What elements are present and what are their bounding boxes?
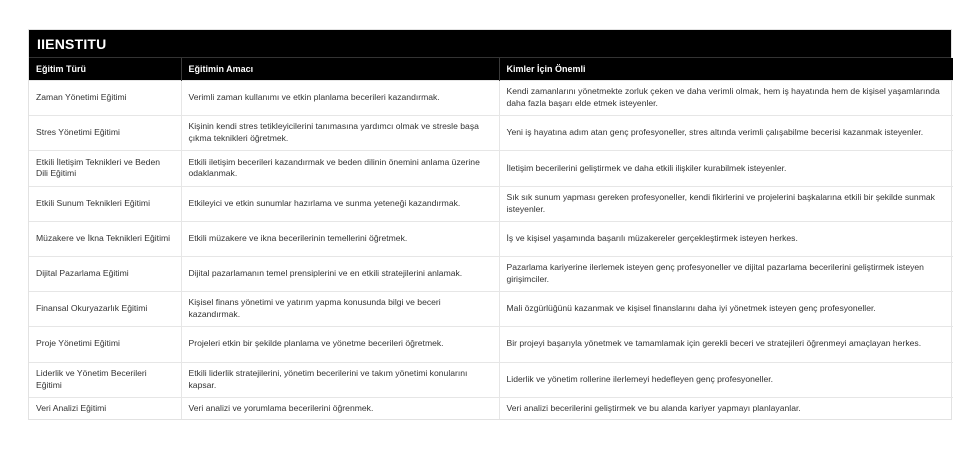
cell-type: Liderlik ve Yönetim Becerileri Eğitimi: [29, 362, 181, 397]
cell-type: Müzakere ve İkna Teknikleri Eğitimi: [29, 221, 181, 256]
cell-audience: Veri analizi becerilerini geliştirmek ve bu alanda kariyer yapmayı planlayanlar.: [499, 397, 953, 419]
table-container: [28, 29, 952, 420]
header-egitimin-amaci: Eğitimin Amacı: [181, 58, 499, 81]
cell-purpose: Etkili iletişim becerileri kazandırmak ve beden dilinin önemini anlama üzerine odaklanmak.: [181, 151, 499, 186]
table-row: [29, 327, 953, 362]
cell-purpose: Etkili liderlik stratejilerini, yönetim becerilerini ve takım yönetimi konularını kapsar.: [181, 362, 499, 397]
cell-audience: Bir projeyi başarıyla yönetmek ve tamamlamak için gerekli beceri ve stratejileri öğrenmeyi amaçlayan herkes.: [499, 327, 953, 362]
cell-audience: Sık sık sunum yapması gereken profesyoneller, kendi fikirlerini ve projelerini başkalarına etkili bir şekilde sunmak isteyenler.: [499, 186, 953, 221]
table-row: [29, 292, 953, 327]
cell-purpose: Veri analizi ve yorumlama becerilerini öğrenmek.: [181, 397, 499, 419]
cell-type: Zaman Yönetimi Eğitimi: [29, 81, 181, 116]
cell-audience: Yeni iş hayatına adım atan genç profesyoneller, stres altında verimli çalışabilme becerisi kazanmak isteyenler.: [499, 116, 953, 151]
table-row: [29, 116, 953, 151]
cell-purpose: Etkileyici ve etkin sunumlar hazırlama ve sunma yeteneği kazandırmak.: [181, 186, 499, 221]
cell-type: Etkili Sunum Teknikleri Eğitimi: [29, 186, 181, 221]
training-table: [29, 58, 953, 419]
cell-type: Veri Analizi Eğitimi: [29, 397, 181, 419]
cell-purpose: Verimli zaman kullanımı ve etkin planlama becerileri kazandırmak.: [181, 81, 499, 116]
cell-audience: İletişim becerilerini geliştirmek ve daha etkili ilişkiler kurabilmek isteyenler.: [499, 151, 953, 186]
table-row: [29, 151, 953, 186]
cell-audience: Liderlik ve yönetim rollerine ilerlemeyi hedefleyen genç profesyoneller.: [499, 362, 953, 397]
header-egitim-turu: Eğitim Türü: [29, 58, 181, 81]
cell-purpose: Projeleri etkin bir şekilde planlama ve yönetme becerileri öğretmek.: [181, 327, 499, 362]
header-kimler-icin-onemli: Kimler İçin Önemli: [499, 58, 953, 81]
table-row: [29, 256, 953, 291]
cell-purpose: Kişisel finans yönetimi ve yatırım yapma konusunda bilgi ve beceri kazandırmak.: [181, 292, 499, 327]
cell-audience: Mali özgürlüğünü kazanmak ve kişisel finanslarını daha iyi yönetmek isteyen genç profesyoneller.: [499, 292, 953, 327]
brand-title: IIENSTITU: [29, 30, 951, 58]
table-row: [29, 221, 953, 256]
table-row: [29, 362, 953, 397]
cell-type: Proje Yönetimi Eğitimi: [29, 327, 181, 362]
cell-type: Etkili İletişim Teknikleri ve Beden Dili Eğitimi: [29, 151, 181, 186]
cell-type: Finansal Okuryazarlık Eğitimi: [29, 292, 181, 327]
cell-type: Stres Yönetimi Eğitimi: [29, 116, 181, 151]
cell-audience: Pazarlama kariyerine ilerlemek isteyen genç profesyoneller ve dijital pazarlama becerilerini geliştirmek isteyen girişimciler.: [499, 256, 953, 291]
cell-purpose: Dijital pazarlamanın temel prensiplerini ve en etkili stratejilerini anlamak.: [181, 256, 499, 291]
table-row: [29, 186, 953, 221]
cell-audience: İş ve kişisel yaşamında başarılı müzakereler gerçekleştirmek isteyen herkes.: [499, 221, 953, 256]
cell-type: Dijital Pazarlama Eğitimi: [29, 256, 181, 291]
table-row: [29, 397, 953, 419]
cell-audience: Kendi zamanlarını yönetmekte zorluk çeken ve daha verimli olmak, hem iş hayatında hem de kişisel yaşamlarında daha fazla başarı elde etmek isteyenler.: [499, 81, 953, 116]
table-header-row: [29, 58, 953, 81]
cell-purpose: Etkili müzakere ve ikna becerilerinin temellerini öğretmek.: [181, 221, 499, 256]
cell-purpose: Kişinin kendi stres tetikleyicilerini tanımasına yardımcı olmak ve stresle başa çıkma teknikleri öğretmek.: [181, 116, 499, 151]
table-row: [29, 81, 953, 116]
